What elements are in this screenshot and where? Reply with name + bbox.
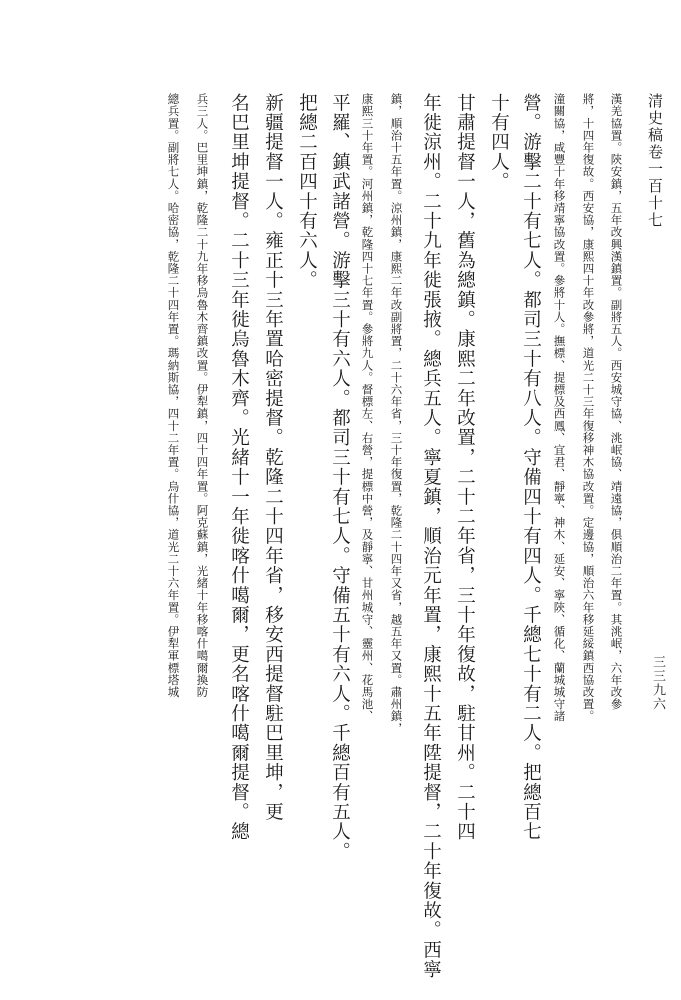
text-column-9: 康熙三十年置。河州鎮，乾隆四十七年置。參將九人。督標左、右營，提標中營，及靜寧、甘州城守、靈州、花馬池、 (360, 93, 375, 723)
text-column-4: 營。游擊二十有七人。都司三十有八人。守備四十有四人。千總七十有二人。把總百七 (520, 93, 542, 842)
text-column-1: 漢羌協置。陝安鎮，五年改興漢鎮置。副將五人。西安城守協、洮岷協、靖遠協，俱順治二年置。其洮岷，六年改參 (609, 93, 624, 711)
text-column-6: 甘肅提督一人，舊為總鎮。康熙二年改置，二十二年省，三十年復故，駐甘州。二十四 (454, 93, 476, 842)
running-title: 清史稿卷一百十七 (646, 93, 664, 229)
text-column-14: 兵三人。巴里坤鎮，乾隆二十九年移烏魯木齊鎮改置。伊犁鎮，四十四年置。阿克蘇鎮，光緒十年移喀什噶爾換防 (195, 93, 210, 698)
page-number: 三三九六 (650, 655, 665, 711)
text-column-15: 總兵置。副將七人。哈密協，乾隆二十四年置。瑪納斯協，四十二年置。烏什協，道光二十六年置。伊犁軍標塔城 (166, 93, 181, 698)
text-column-12: 新疆提督一人。雍正十三年置哈密提督。乾隆二十四年省，移安西提督駐巴里坤，更 (262, 93, 284, 822)
text-column-7: 年徙涼州。二十九年徙張掖。總兵五人。寧夏鎮，順治元年置，康熙十五年陞提督，二十年復故。西寧 (420, 93, 442, 980)
text-column-11: 把總二百四十有六人。 (296, 93, 318, 290)
text-column-10: 平羅、鎮武諸營。游擊三十有六人。都司三十有七人。守備五十有六人。千總百有五人。 (329, 93, 351, 862)
text-column-13: 名巴里坤提督。二十三年徙烏魯木齊。光緒十一年徙喀什噶爾，更名喀什噶爾提督。總 (228, 93, 250, 842)
text-column-3: 潼關協，咸豐十年移靖寧協改置。參將十人。撫標、提標及西鳳、宜君、靜寧、神木、延安、寧陝、循化、蘭城城守諸 (552, 93, 567, 723)
text-column-8: 鎮，順治十五年置。涼州鎮，康熙二年改副將置，二十六年省，三十年復置，乾隆二十四年又省，越五年又置。肅州鎮， (389, 93, 404, 735)
text-column-2: 將，十四年復故。西安協，康熙四十年改參將，道光二十三年復移神木協改置。定邊協，順治六年移延綏鎮西協改置。 (581, 93, 596, 723)
text-column-5: 十有四人。 (488, 93, 510, 192)
